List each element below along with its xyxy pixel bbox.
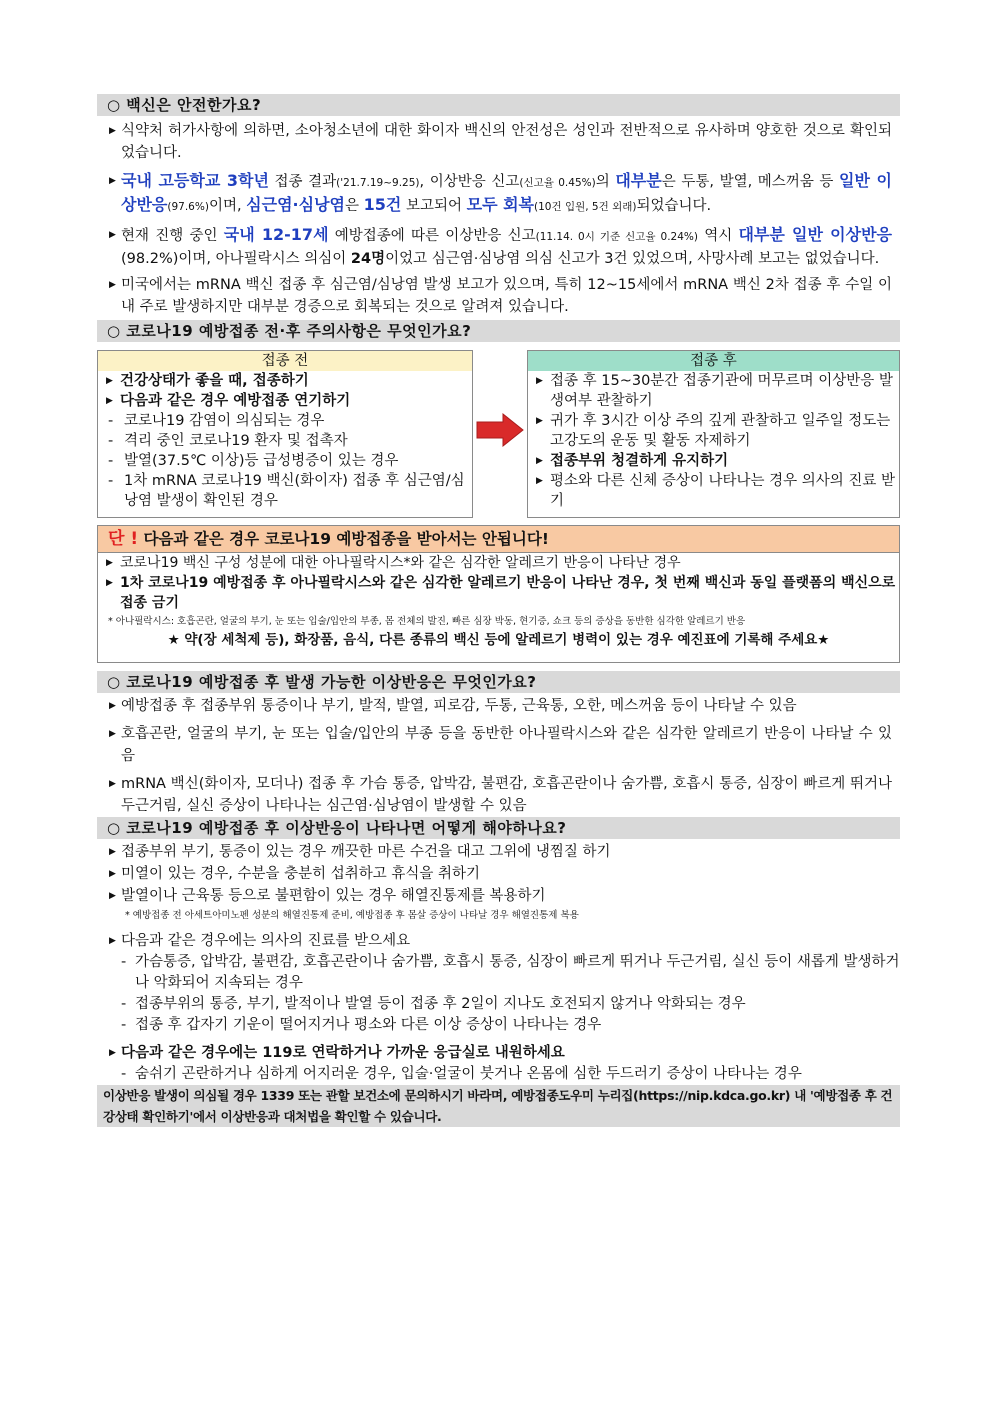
before-vaccination-box bbox=[97, 350, 473, 518]
list-item: ▶ 1차 코로나19 예방접종 후 아나필락시스와 같은 심각한 알레르기 반응이 나타난 경우, 첫 번째 백신과 동일 플랫폼의 백신으로 접종 금기 bbox=[106, 575, 896, 611]
bullet-triangle-icon: ▶ bbox=[536, 476, 543, 486]
bullet-triangle-icon: ▶ bbox=[106, 376, 113, 386]
bullet-triangle-icon: ▶ bbox=[109, 230, 116, 240]
bullet-triangle-icon: ▶ bbox=[109, 280, 116, 290]
precautions-panel bbox=[97, 342, 900, 519]
contraindication-box bbox=[97, 525, 900, 663]
contraindication-panel bbox=[97, 525, 900, 665]
list-item: ▶ 접종부위 부기, 통증이 있는 경우 깨끗한 마른 수건을 대고 그위에 냉찜질 하기 bbox=[97, 841, 900, 863]
footer-notice: 이상반응 발생이 의심될 경우 1339 또는 관할 보건소에 문의하시기 바라며, 예방접종도우미 누리집(https://nip.kdca.go.kr) 내 '예방접종 후 건강상태 확인하기'에서 이상반응과 대처법을 확인할 수 있습니다. bbox=[97, 1085, 900, 1127]
bullet-triangle-icon: ▶ bbox=[106, 578, 113, 588]
section-header-side-effects: ○ 코로나19 예방접종 후 발생 가능한 이상반응은 무엇인가요? bbox=[97, 671, 900, 693]
list-item: ▶ 예방접종 후 접종부위 통증이나 부기, 발적, 발열, 피로감, 두통, 근육통, 오한, 메스꺼움 등이 나타날 수 있음 bbox=[97, 695, 900, 717]
bullet-triangle-icon: ▶ bbox=[109, 869, 116, 879]
bullet-triangle-icon: ▶ bbox=[109, 126, 116, 136]
star-notice: ★ 약(장 세척제 등), 화장품, 음식, 다른 종류의 백신 등에 알레르기 병력이 있는 경우 예진표에 기록해 주세요★ bbox=[167, 632, 830, 648]
footnote: * 아나필락시스: 호흡곤란, 얼굴의 부기, 눈 또는 입술/입안의 부종, 몸 전체의 발진, 빠른 심장 박동, 현기증, 쇼크 등의 증상을 동반한 심각한 알레르기 반응 bbox=[108, 616, 746, 627]
list-item: ▶ 다음과 같은 경우에는 119로 연락하거나 가까운 응급실로 내원하세요 bbox=[97, 1042, 900, 1064]
section-header-what-to-do: ○ 코로나19 예방접종 후 이상반응이 나타나면 어떻게 해야하나요? bbox=[97, 817, 900, 839]
footnote: * 예방접종 전 아세트아미노펜 성분의 해열진통제 준비, 예방접종 후 몸살 증상이 나타날 경우 해열진통제 복용 bbox=[125, 910, 579, 921]
list-item: - 1차 mRNA 코로나19 백신(화이자) 접종 후 심근염/심낭염 발생이 확인된 경우 bbox=[108, 473, 465, 509]
list-item: ▶ 미국에서는 mRNA 백신 접종 후 심근염/심낭염 발생 보고가 있으며, 특히 12~15세에서 mRNA 백신 2차 접종 후 수일 이내 주로 발생하지만 대부분 경증으로 회복되는 것으로 알려져 있습니다. bbox=[97, 274, 900, 318]
document-page bbox=[97, 94, 900, 1127]
list-item: ▶ 다음과 같은 경우 예방접종 연기하기 bbox=[106, 393, 351, 409]
list-item: ▶ 현재 진행 중인 국내 12-17세 예방접종에 따른 이상반응 신고(11.14. 0시 기준 신고율 0.24%) 역시 대부분 일반 이상반응(98.2%)이며, 아나필락시스 의심이 24명이었고 심근염·심낭염 의심 신고가 3건 있었으며, 사망사례 보고는 없었습니다. bbox=[109, 225, 892, 267]
bullet-triangle-icon: ▶ bbox=[536, 416, 543, 426]
list-item: - 격리 중인 코로나19 환자 및 접촉자 bbox=[108, 433, 348, 449]
list-item: - 숨쉬기 곤란하거나 심하게 어지러운 경우, 입술·얼굴이 붓거나 온몸에 심한 두드러기 증상이 나타나는 경우 bbox=[121, 1066, 802, 1082]
list-item: ▶ 식약처 허가사항에 의하면, 소아청소년에 대한 화이자 백신의 안전성은 성인과 전반적으로 유사하며 양호한 것으로 확인되었습니다. bbox=[97, 120, 900, 164]
list-item: ▶ 국내 고등학교 3학년 접종 결과('21.7.19~9.25), 이상반응 신고(신고율 0.45%)의 대부분은 두통, 발열, 메스꺼움 등 일반 이상반응(97.6%)이며, 심근염·심낭염은 15건 보고되어 모두 회복(10건 입원, 5건 외래)되었습니다. bbox=[109, 171, 892, 214]
bullet-triangle-icon: ▶ bbox=[109, 1048, 116, 1058]
list-item: ▶ 미열이 있는 경우, 수분을 충분히 섭취하고 휴식을 취하기 bbox=[97, 863, 900, 885]
before-box-title: 접종 전 bbox=[98, 351, 472, 371]
after-box-title: 접종 후 bbox=[528, 351, 899, 371]
list-item: - 코로나19 감염이 의심되는 경우 bbox=[108, 413, 325, 429]
bullet-triangle-icon: ▶ bbox=[109, 701, 116, 711]
after-vaccination-box bbox=[527, 350, 900, 518]
bullet-triangle-icon: ▶ bbox=[109, 936, 116, 946]
bullet-triangle-icon: ▶ bbox=[109, 891, 116, 901]
list-item: ▶ 평소와 다른 신체 증상이 나타나는 경우 의사의 진료 받기 bbox=[536, 473, 896, 509]
list-item: ▶ 호흡곤란, 얼굴의 부기, 눈 또는 입술/입안의 부종 등을 동반한 아나필락시스와 같은 심각한 알레르기 반응이 나타날 수 있음 bbox=[97, 723, 900, 767]
bullet-triangle-icon: ▶ bbox=[109, 729, 116, 739]
list-item: ▶ 접종 후 15~30분간 접종기관에 머무르며 이상반응 발생여부 관찰하기 bbox=[536, 373, 893, 409]
list-item: ▶ 건강상태가 좋을 때, 접종하기 bbox=[106, 373, 309, 389]
list-item: - 가슴통증, 압박감, 불편감, 호흡곤란이나 숨가쁨, 호흡시 통증, 심장이 빠르게 뛰거나 두근거림, 실신 등이 새롭게 발생하거나 악화되어 지속되는 경우 bbox=[121, 954, 900, 991]
list-item: ▶ mRNA 백신(화이자, 모더나) 접종 후 가슴 통증, 압박감, 불편감, 호흡곤란이나 숨가쁨, 호흡시 통증, 심장이 빠르게 뛰거나 두근거림, 실신 증상이 나타나는 심근염·심낭염이 발생할 수 있음 bbox=[97, 773, 900, 817]
warning-mark: 단 ! bbox=[108, 529, 139, 549]
list-item: ▶ 코로나19 백신 구성 성분에 대한 아나필락시스*와 같은 심각한 알레르기 반응이 나타난 경우 bbox=[106, 555, 681, 571]
section-header-precautions: ○ 코로나19 예방접종 전·후 주의사항은 무엇인가요? bbox=[97, 320, 900, 342]
bullet-triangle-icon: ▶ bbox=[106, 396, 113, 406]
bullet-triangle-icon: ▶ bbox=[536, 456, 543, 466]
section-header-safety: ○ 백신은 안전한가요? bbox=[97, 94, 900, 116]
bullet-triangle-icon: ▶ bbox=[109, 847, 116, 857]
bullet-triangle-icon: ▶ bbox=[109, 176, 116, 186]
list-item: - 접종 후 갑자기 기운이 떨어지거나 평소와 다른 이상 증상이 나타나는 경우 bbox=[121, 1017, 602, 1033]
list-item: - 발열(37.5℃ 이상)등 급성병증이 있는 경우 bbox=[108, 453, 399, 469]
list-item: - 접종부위의 통증, 부기, 발적이나 발열 등이 접종 후 2일이 지나도 호전되지 않거나 악화되는 경우 bbox=[121, 996, 746, 1012]
list-item: ▶ 귀가 후 3시간 이상 주의 깊게 관찰하고 일주일 정도는 고강도의 운동 및 활동 자제하기 bbox=[536, 413, 891, 449]
bullet-triangle-icon: ▶ bbox=[106, 558, 113, 568]
list-item: ▶ 접종부위 청결하게 유지하기 bbox=[536, 453, 729, 469]
list-item: ▶ 다음과 같은 경우에는 의사의 진료를 받으세요 bbox=[97, 930, 900, 952]
bullet-triangle-icon: ▶ bbox=[109, 779, 116, 789]
right-arrow-icon bbox=[475, 412, 525, 448]
bullet-triangle-icon: ▶ bbox=[536, 376, 543, 386]
contraindication-title: 단 ! 다음과 같은 경우 코로나19 예방접종을 받아서는 안됩니다! bbox=[98, 526, 899, 553]
list-item: ▶ 발열이나 근육통 등으로 불편함이 있는 경우 해열진통제를 복용하기 bbox=[97, 885, 900, 907]
